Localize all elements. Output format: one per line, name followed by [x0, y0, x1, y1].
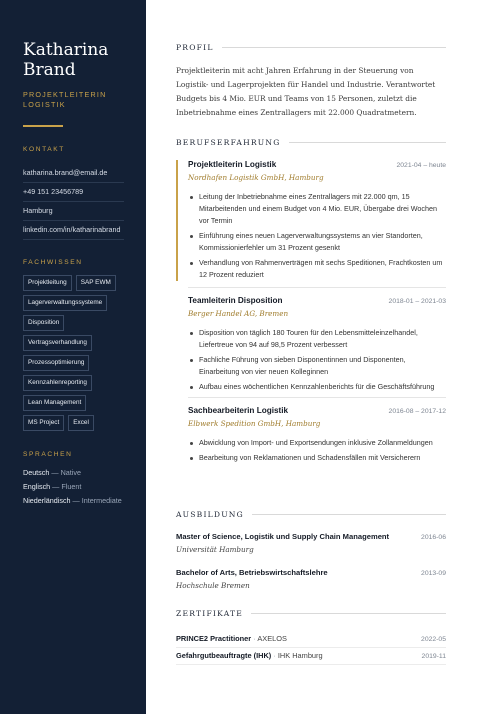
contact-email[interactable]: katharina.brand@email.de: [23, 164, 124, 183]
job-bullet: Fachliche Führung von sieben Disponentinnen und Disponenten, Einarbeitung von vier neuen Kolleginnen: [188, 354, 446, 378]
accent-divider: [23, 125, 63, 127]
contact-linkedin[interactable]: linkedin.com/in/katharinabrand: [23, 221, 124, 240]
language-item: [23, 480, 124, 494]
language-level: Fluent: [61, 482, 82, 491]
job-date: 2016-08 – 2017-12: [388, 408, 446, 415]
skill-chip: SAP EWM: [76, 275, 116, 291]
education-header: [176, 568, 446, 577]
language-item: [23, 466, 124, 480]
language-level: Native: [60, 468, 81, 477]
job-bullet: Leitung der Inbetriebnahme eines Zentrallagers mit 22.000 qm, 15 Mitarbeitenden und einem Budget von 4 Mio. EUR, Übergabe drei Wochen vor Termin: [188, 191, 446, 227]
contact-phone[interactable]: +49 151 23456789: [23, 183, 124, 202]
experience-heading: [176, 138, 446, 147]
profile-heading-text: PROFIL: [176, 43, 214, 52]
job-title: Sachbearbeiterin Logistik: [188, 406, 289, 415]
certificate-date: 2019-11: [421, 653, 446, 660]
certificate-entry: [176, 648, 446, 665]
skill-chip: Excel: [68, 415, 94, 431]
role-line-1: PROJEKTLEITERIN: [23, 90, 107, 99]
certificate-text: [176, 634, 287, 643]
profile-summary: Projektleiterin mit acht Jahren Erfahrung in der Steuerung von Logistik- und Lagerprojekten für Handel und Industrie. Verantwortet Budgets bis 4 Mio. EUR und Teams von 15 Personen, zuletzt die Inbetriebnahme eines Zentrallagers mit 22.000 Quadratmetern.: [176, 66, 436, 117]
certificate-name: Gefahrgutbeauftragte (IHK): [176, 651, 272, 660]
certificate-entry: [176, 631, 446, 648]
job-bullets: [188, 327, 446, 393]
heading-rule: [222, 47, 446, 48]
education-heading-text: AUSBILDUNG: [176, 510, 244, 519]
role-line-2: LOGISTIK: [23, 100, 66, 109]
certificate-name: PRINCE2 Practitioner: [176, 634, 252, 643]
job-company: Nordhafen Logistik GmbH, Hamburg: [188, 173, 324, 182]
job-date: 2018-01 – 2021-03: [388, 298, 446, 305]
job-company: Elbwerk Spedition GmbH, Hamburg: [188, 419, 321, 428]
skill-chip: Disposition: [23, 315, 64, 331]
contact-heading: KONTAKT: [23, 146, 65, 153]
experience-section: [176, 138, 446, 467]
certificate-date: 2022-05: [421, 636, 446, 643]
certificate-text: [176, 651, 323, 660]
profile-heading: [176, 43, 446, 52]
skill-chip: Prozessoptimierung: [23, 355, 89, 371]
job-bullet: Abwicklung von Import- und Exportsendungen inklusive Zollanmeldungen: [188, 437, 446, 449]
certificates-section: [176, 609, 446, 665]
education-entry: [176, 532, 446, 554]
profile-section: [176, 43, 446, 120]
candidate-role: [23, 90, 124, 110]
job-divider: [188, 287, 446, 288]
language-level: Intermediate: [81, 496, 122, 505]
heading-rule: [252, 514, 446, 515]
job-entry: [176, 296, 446, 393]
name-first: Katharina: [23, 40, 109, 60]
language-separator: —: [50, 482, 62, 491]
name-last: Brand: [23, 60, 76, 80]
education-school: Universität Hamburg: [176, 545, 254, 554]
education-date: 2013-09: [421, 570, 446, 577]
sidebar: [0, 0, 146, 714]
skills-section: [23, 259, 124, 431]
skill-chip: Lagerverwaltungssysteme: [23, 295, 107, 311]
certificate-separator: ·: [271, 651, 278, 660]
education-section: [176, 510, 446, 590]
education-heading: [176, 510, 446, 519]
job-bullets: [188, 191, 446, 281]
certificates-list: [176, 631, 446, 665]
job-divider: [188, 397, 446, 398]
languages-heading: SPRACHEN: [23, 451, 73, 458]
job-bullet: Aufbau eines wöchentlichen Kennzahlenberichts für die Geschäftsführung: [188, 381, 446, 393]
heading-rule: [251, 613, 446, 614]
language-separator: —: [70, 496, 82, 505]
skill-chip: Vertragsverhandlung: [23, 335, 92, 351]
heading-rule: [289, 142, 446, 143]
job-header: [188, 296, 446, 305]
job-header: [188, 406, 446, 415]
job-title: Projektleiterin Logistik: [188, 160, 277, 169]
job-header: [188, 160, 446, 169]
job-date: 2021-04 – heute: [396, 162, 446, 169]
candidate-name: [23, 40, 124, 80]
certificate-issuer: AXELOS: [257, 634, 287, 643]
certificate-separator: ·: [251, 634, 258, 643]
experience-heading-text: BERUFSERFAHRUNG: [176, 138, 281, 147]
certificate-issuer: IHK Hamburg: [277, 651, 323, 660]
contact-section: [23, 146, 124, 240]
job-title: Teamleiterin Disposition: [188, 296, 283, 305]
skills-heading: FACHWISSEN: [23, 259, 83, 266]
education-school: Hochschule Bremen: [176, 581, 250, 590]
job-bullet: Verhandlung von Rahmenverträgen mit sechs Speditionen, Frachtkosten um 12 Prozent reduziert: [188, 257, 446, 281]
skill-chip: MS Project: [23, 415, 64, 431]
job-bullet: Disposition von täglich 180 Touren für den Lebensmitteleinzelhandel, Liefertreue von 94 auf 98,5 Prozent verbessert: [188, 327, 446, 351]
job-entry: [176, 160, 446, 281]
education-header: [176, 532, 446, 541]
skill-chip: Projektleitung: [23, 275, 72, 291]
language-name: Niederländisch: [23, 496, 71, 505]
job-bullet: Einführung eines neuen Lagerverwaltungssystems an vier Standorten, Kommissionierfehler um 31 Prozent gesenkt: [188, 230, 446, 254]
education-entry: [176, 568, 446, 590]
education-degree: Master of Science, Logistik und Supply Chain Management: [176, 532, 390, 541]
job-bullets: [188, 437, 446, 464]
education-date: 2016-06: [421, 534, 446, 541]
language-name: Englisch: [23, 482, 51, 491]
certificates-heading-text: ZERTIFIKATE: [176, 609, 243, 618]
certificates-heading: [176, 609, 446, 618]
skills-list: [23, 275, 127, 431]
education-degree: Bachelor of Arts, Betriebswirtschaftslehre: [176, 568, 328, 577]
skill-chip: Kennzahlenreporting: [23, 375, 92, 391]
job-entry: [176, 406, 446, 464]
contact-location: Hamburg: [23, 202, 124, 221]
job-bullet: Bearbeitung von Reklamationen und Schadensfällen mit Versicherern: [188, 452, 446, 464]
language-item: [23, 494, 124, 508]
language-separator: —: [49, 468, 61, 477]
contact-list: [23, 164, 124, 240]
language-name: Deutsch: [23, 468, 50, 477]
languages-section: [23, 451, 124, 508]
languages-list: [23, 466, 124, 508]
skill-chip: Lean Management: [23, 395, 86, 411]
job-company: Berger Handel AG, Bremen: [188, 309, 289, 318]
